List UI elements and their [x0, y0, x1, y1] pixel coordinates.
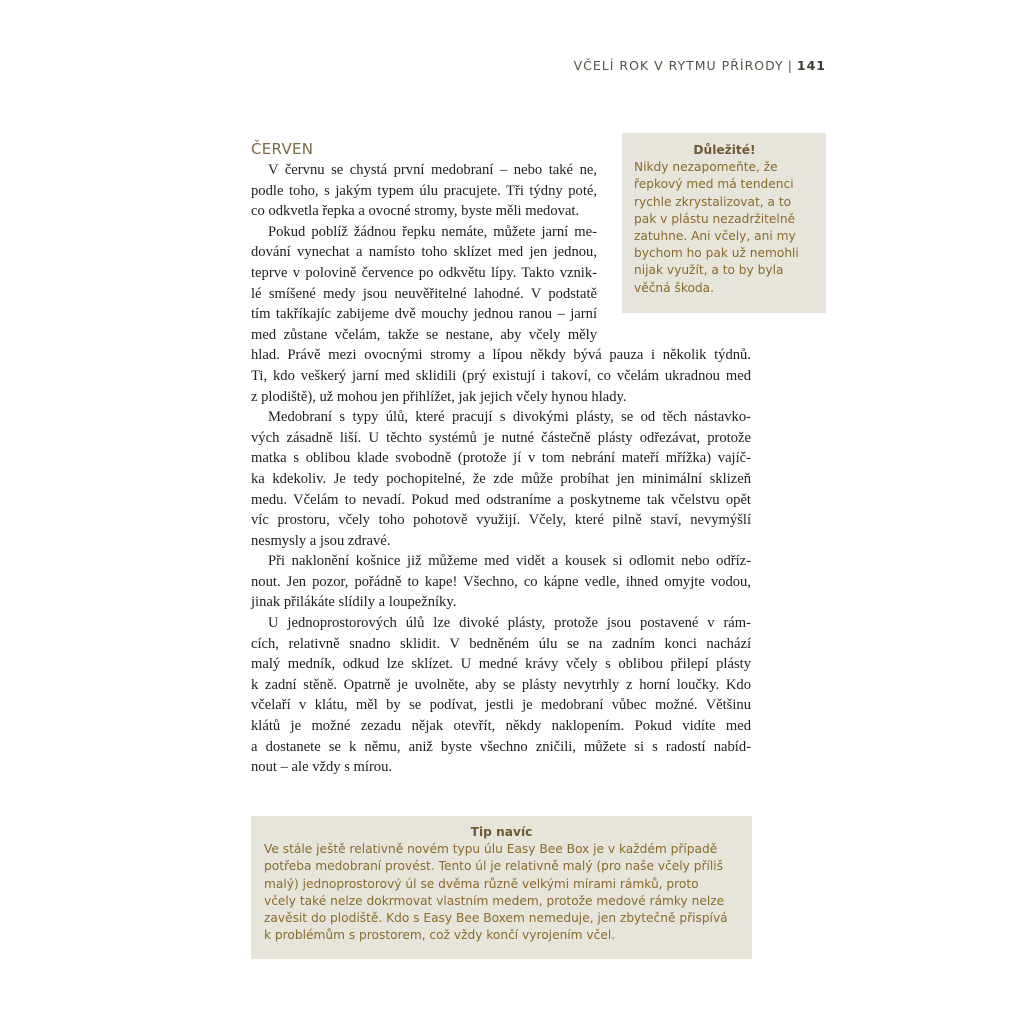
body-line: Ti, kdo veškerý jarní med sklidili (prý existují i takoví, co včelám ukradnou med: [251, 367, 751, 384]
body-line: Medobraní s typy úlů, které pracují s divokými plásty, se od těch nástavko-: [268, 409, 751, 426]
important-box-line: nijak využít, a to by byla: [634, 263, 784, 278]
body-line: podle toho, s jakým typem úlu pracujete. Tři týdny poté,: [251, 182, 597, 199]
body-line: dování vynechat a namísto toho sklízet med jen jednou,: [251, 244, 597, 261]
body-line: tím takříkajíc zabijeme dvě mouchy jednou ranou – jarní: [251, 306, 597, 323]
body-line: teprve v polovině července po odkvětu lípy. Takto vznik-: [251, 264, 597, 281]
body-line: med zůstane včelám, takže se nestane, aby včely měly: [251, 326, 597, 343]
body-line: hlad. Právě mezi ovocnými stromy a lípou někdy bývá pauza i několik týdnů.: [251, 347, 751, 364]
important-box-line: bychom ho pak už nemohli: [634, 246, 799, 261]
body-line: včelaří v klátu, měl by se podívat, jestli je medobraní vůbec možné. Většinu: [251, 697, 751, 714]
body-line: V červnu se chystá první medobraní – nebo také ne,: [268, 162, 597, 178]
body-line: vých zásadně liší. U těchto systémů je nutné částečně plásty odřezávat, protože: [251, 429, 751, 446]
body-line: klátů je možné zezadu nějak otevřít, někdy naklopením. Pokud vidíte med: [251, 718, 751, 735]
body-line: U jednoprostorových úlů lze divoké plásty, protože jsou postavené v rám-: [268, 615, 751, 632]
body-line: cích, relativně snadno sklidit. V bedněném úlu se na zadním konci nachází: [251, 635, 751, 652]
body-line: nout. Jen pozor, pořádně to kape! Všechno, co kápne vedle, ihned omyjte vodou,: [251, 573, 751, 590]
tip-box-title: Tip navíc: [470, 825, 533, 839]
body-line: a dostanete se k němu, aniž byste všechno zničili, můžete si s radostí nabíd-: [251, 738, 751, 755]
section-heading: ČERVEN: [251, 140, 314, 158]
tip-box-line: k problémům s prostorem, což vždy končí vyrojením včel.: [264, 928, 616, 943]
body-line: medu. Včelám to nevadí. Pokud med odstraníme a poskytneme tak včelstvu opět: [251, 491, 751, 508]
body-line: malý medník, odkud lze sklízet. U medné krávy včely s oblibou přilepí plásty: [251, 656, 751, 673]
body-line: víc prostoru, včely toho pohotově využijí. Včely, které pilně staví, nevymýšlí: [251, 512, 751, 529]
body-line: Pokud poblíž žádnou řepku nemáte, můžete jarní me-: [268, 223, 597, 240]
important-box-line: Nikdy nezapomeňte, že: [634, 160, 778, 175]
important-box-line: zatuhne. Ani včely, ani my: [634, 229, 796, 244]
tip-box-line: Ve stále ještě relativně novém typu úlu Easy Bee Box je v každém případě: [264, 842, 718, 857]
tip-box-line: potřeba medobraní provést. Tento úl je relativně malý (pro naše včely příliš: [264, 859, 724, 874]
important-box-line: řepkový med má tendenci: [634, 177, 794, 192]
important-box: [622, 133, 826, 313]
body-line: nout – ale vždy s mírou.: [251, 759, 393, 776]
running-header: [574, 58, 826, 73]
tip-box-line: včely také nelze dokrmovat vlastním medem, protože medové rámky nelze: [264, 893, 725, 908]
body-line: lé smíšené medy jsou neuvěřitelné lahodné. V podstatě: [251, 285, 597, 302]
header-separator: |: [787, 58, 793, 73]
important-box-title: Důležité!: [693, 143, 756, 157]
body-line: jinak přilákáte slídily a loupežníky.: [251, 594, 457, 611]
important-box-line: rychle zkrystalizovat, a to: [634, 194, 792, 209]
body-line: z plodiště), už mohou jen přihlížet, jak jejich včely hynou hlady.: [251, 388, 627, 405]
running-title: VČELÍ ROK V RYTMU PŘÍRODY: [573, 58, 784, 73]
tip-box-line: malý) jednoprostorový úl se dvěma různě velkými mírami rámků, proto: [264, 876, 699, 891]
important-box-line: pak v plástu nezadržitelně: [634, 211, 796, 226]
body-line: matka s oblibou klade svobodně (protože jí v tom nebrání mateří mřížka) vajíč-: [251, 450, 751, 467]
body-line: co odkvetla řepka a ovocné stromy, byste měli medovat.: [251, 203, 580, 220]
page-number: 141: [796, 58, 826, 73]
tip-box: [251, 816, 752, 959]
body-line: k zadní stěně. Opatrně je uvolněte, aby se plásty nevytrhly z horní loučky. Kdo: [251, 676, 751, 693]
body-line: nesmysly a jsou zdravé.: [251, 532, 391, 549]
body-line: ka kdekoliv. Je tedy pochopitelné, že zde může probíhat jen minimální sklizeň: [251, 470, 751, 487]
body-line: Při naklonění košnice již můžeme med vidět a kousek si odlomit nebo odříz-: [268, 553, 751, 570]
tip-box-line: zavěsit do plodiště. Kdo s Easy Bee Boxem nemeduje, jen zbytečně přispívá: [264, 911, 728, 926]
important-box-line: věčná škoda.: [634, 280, 714, 295]
